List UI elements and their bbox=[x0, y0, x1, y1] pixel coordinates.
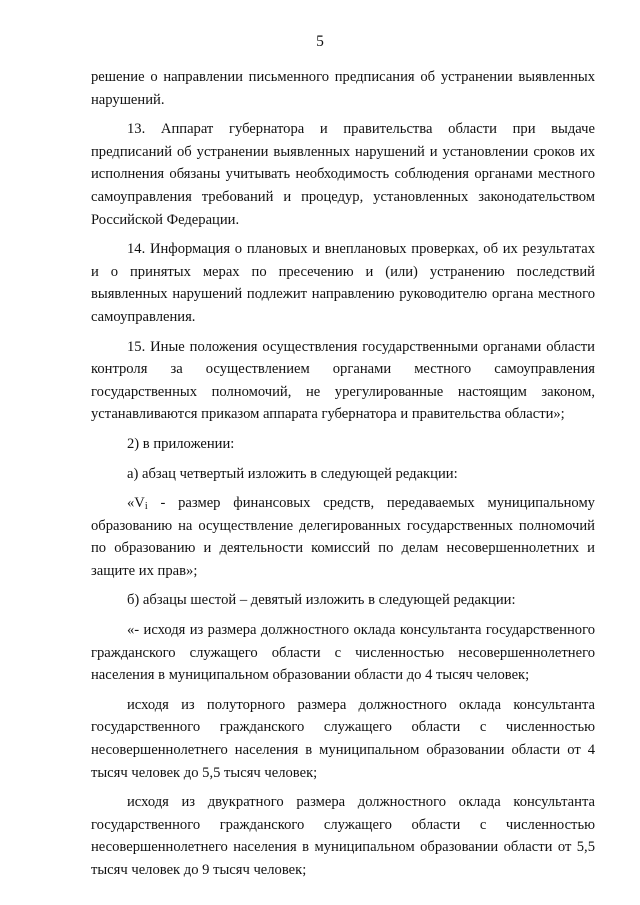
formula-subscript: i bbox=[144, 501, 148, 513]
paragraph-subitem-a: а) абзац четвертый изложить в следующей редакции: bbox=[127, 465, 458, 482]
formula-variable: V bbox=[134, 495, 145, 512]
paragraph-bullet-5-5k-9k: исходя из двукратного размера должностного оклада консультанта государственного гражданского служащего области с численностью несовершеннолетнего населения в муниципальном образовании области от 5,5 тысяч человек до 9 тысяч человек; bbox=[91, 794, 595, 878]
paragraph-bullet-up-to-4k: «- исходя из размера должностного оклада консультанта государственного гражданского служащего области с численностью несовершеннолетнего населения в муниципальном образовании области до 4 тысяч человек; bbox=[91, 622, 595, 684]
formula-description: размер финансовых средств, передаваемых муниципальному образованию на осуществление делегированных государственных полномочий по образованию и деятельности комиссий по делам несовершеннолетних и защите их прав»; bbox=[91, 495, 595, 579]
paragraph-formula-definition bbox=[91, 492, 595, 582]
paragraph-subitem-2: 2) в приложении: bbox=[127, 435, 235, 452]
paragraph-item-15: 15. Иные положения осуществления государственными органами области контроля за осуществлением органами местного самоуправления государственных полномочий, не урегулированные настоящим законом, устанавливаются приказом аппарата губернатора и правительства области»; bbox=[91, 338, 595, 423]
paragraph-item-13: 13. Аппарат губернатора и правительства области при выдаче предписаний об устранении выявленных нарушений и установлении сроков их исполнения обязаны учитывать необходимость соблюдения органами местного самоуправления требований и процедур, установленных законодательством Российской Федерации. bbox=[91, 121, 595, 228]
formula-dash: - bbox=[147, 495, 179, 512]
page-number: 5 bbox=[316, 33, 324, 50]
document-body bbox=[91, 66, 595, 882]
paragraph-bullet-4k-5-5k: исходя из полуторного размера должностного оклада консультанта государственного гражданского служащего области с численностью несовершеннолетнего населения в муниципальном образовании области от 4 тысяч человек до 5,5 тысяч человек; bbox=[91, 696, 595, 781]
formula-open-quote: « bbox=[127, 495, 135, 512]
paragraph-item-14: 14. Информация о плановых и внеплановых проверках, об их результатах и о принятых мерах по пресечению и (или) устранению последствий выявленных нарушений подлежит направлению руководителю органа местного самоуправления. bbox=[91, 241, 595, 325]
paragraph-continuation: решение о направлении письменного предписания об устранении выявленных нарушений. bbox=[91, 69, 595, 108]
paragraph-subitem-b: б) абзацы шестой – девятый изложить в следующей редакции: bbox=[127, 592, 516, 609]
